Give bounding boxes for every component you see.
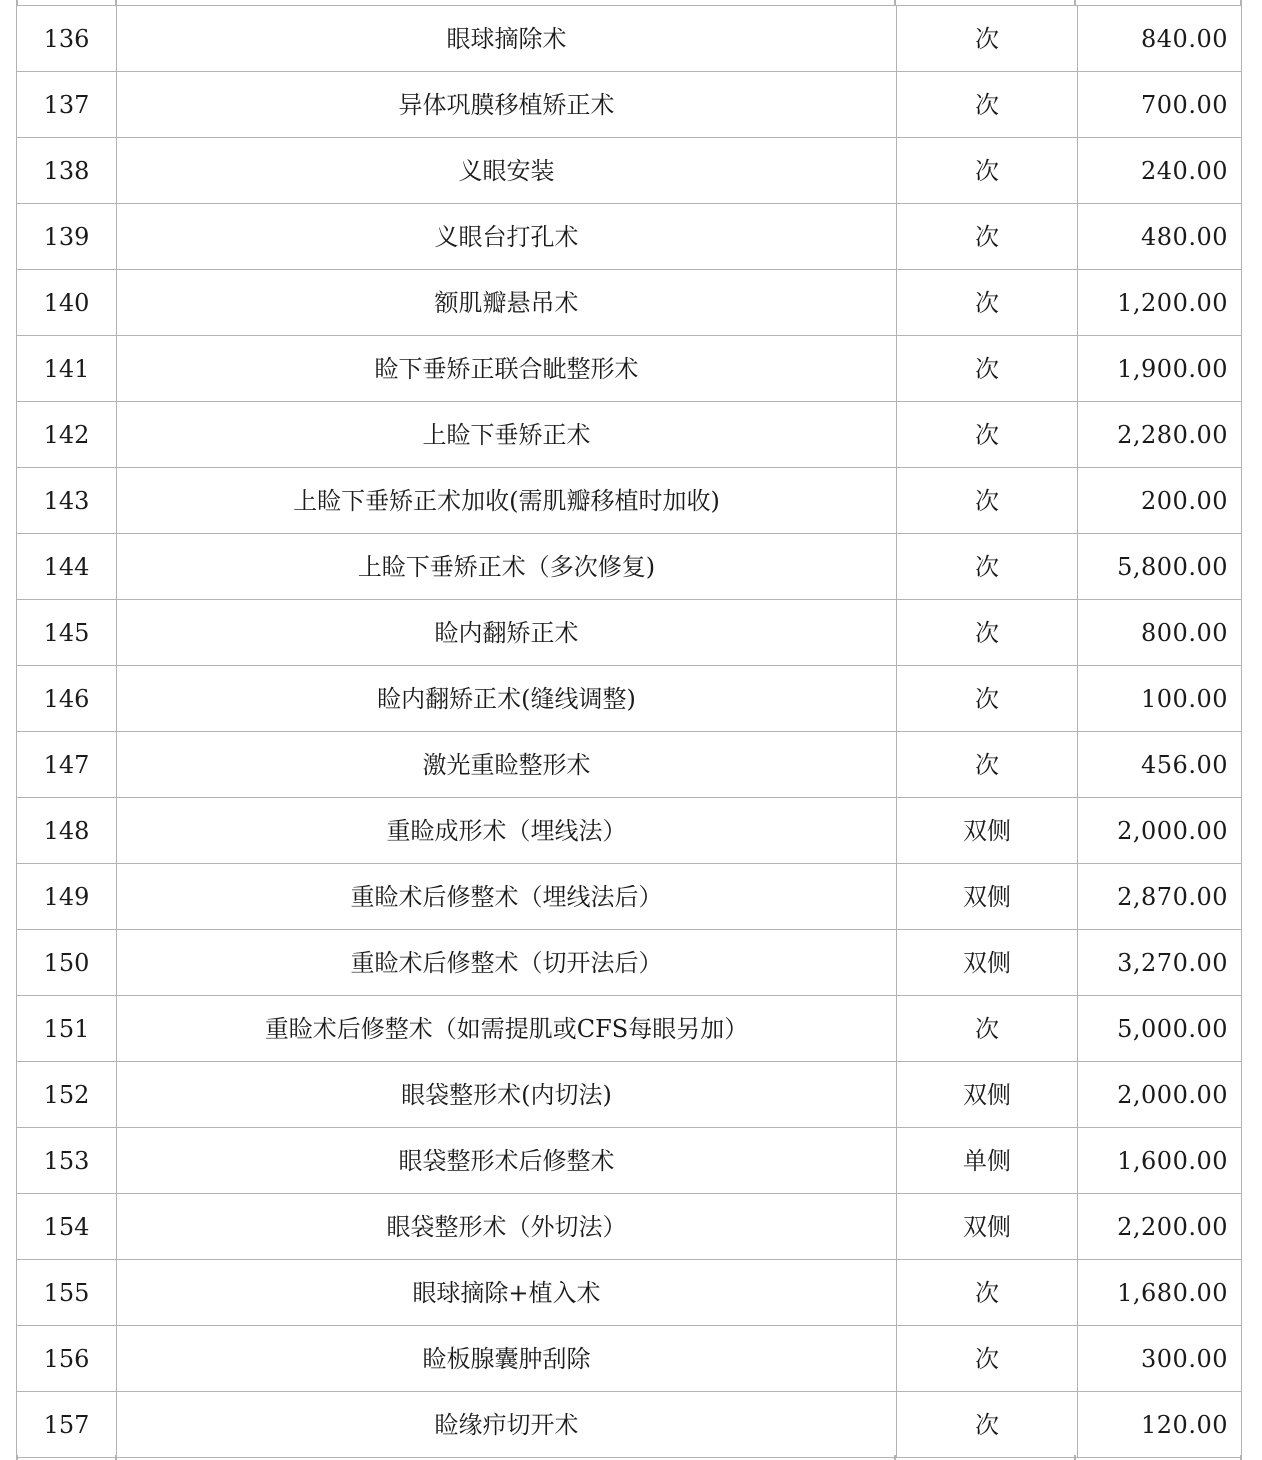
item-price-cell: 1,900.00: [1078, 336, 1242, 402]
item-unit-cell: 次: [897, 1392, 1078, 1458]
table-row: [17, 1260, 1242, 1326]
item-unit-cell: 双侧: [897, 1062, 1078, 1128]
item-number-cell: 140: [17, 270, 117, 336]
table-row: [17, 6, 1242, 72]
item-name-cell: 睑下垂矫正联合眦整形术: [117, 336, 897, 402]
item-unit-cell: 双侧: [897, 798, 1078, 864]
item-number-cell: 154: [17, 1194, 117, 1260]
item-number-cell: 142: [17, 402, 117, 468]
item-price-cell: 3,270.00: [1078, 930, 1242, 996]
table-row: [17, 138, 1242, 204]
item-unit-cell: 单侧: [897, 1128, 1078, 1194]
item-name-cell: 异体巩膜移植矫正术: [117, 72, 897, 138]
item-number-cell: 139: [17, 204, 117, 270]
table-row: [17, 1326, 1242, 1392]
item-price-cell: 480.00: [1078, 204, 1242, 270]
item-unit-cell: 次: [897, 996, 1078, 1062]
item-name-cell: 睑内翻矫正术(缝线调整): [117, 666, 897, 732]
item-price-cell: 2,000.00: [1078, 1062, 1242, 1128]
item-number-cell: 144: [17, 534, 117, 600]
item-price-cell: 1,200.00: [1078, 270, 1242, 336]
item-number-cell: 157: [17, 1392, 117, 1458]
item-number-cell: 151: [17, 996, 117, 1062]
table-row: [17, 72, 1242, 138]
item-price-cell: 2,200.00: [1078, 1194, 1242, 1260]
item-unit-cell: 次: [897, 138, 1078, 204]
item-price-cell: 2,000.00: [1078, 798, 1242, 864]
item-unit-cell: 次: [897, 600, 1078, 666]
item-number-cell: 146: [17, 666, 117, 732]
table-row: [17, 402, 1242, 468]
item-name-cell: 重睑术后修整术（切开法后）: [117, 930, 897, 996]
item-number-cell: 152: [17, 1062, 117, 1128]
item-name-cell: 上睑下垂矫正术加收(需肌瓣移植时加收): [117, 468, 897, 534]
price-table: [16, 5, 1242, 1458]
item-number-cell: 153: [17, 1128, 117, 1194]
item-number-cell: 148: [17, 798, 117, 864]
item-unit-cell: 双侧: [897, 864, 1078, 930]
item-unit-cell: 次: [897, 468, 1078, 534]
price-table-container: [16, 5, 1242, 1458]
item-unit-cell: 次: [897, 336, 1078, 402]
item-name-cell: 义眼安装: [117, 138, 897, 204]
item-price-cell: 5,800.00: [1078, 534, 1242, 600]
item-name-cell: 睑内翻矫正术: [117, 600, 897, 666]
item-number-cell: 141: [17, 336, 117, 402]
table-row: [17, 336, 1242, 402]
item-number-cell: 147: [17, 732, 117, 798]
table-row: [17, 1128, 1242, 1194]
item-number-cell: 155: [17, 1260, 117, 1326]
item-unit-cell: 双侧: [897, 930, 1078, 996]
item-price-cell: 456.00: [1078, 732, 1242, 798]
table-row: [17, 930, 1242, 996]
item-name-cell: 上睑下垂矫正术（多次修复): [117, 534, 897, 600]
table-row: [17, 468, 1242, 534]
item-number-cell: 149: [17, 864, 117, 930]
item-price-cell: 1,600.00: [1078, 1128, 1242, 1194]
item-price-cell: 300.00: [1078, 1326, 1242, 1392]
item-unit-cell: 次: [897, 666, 1078, 732]
item-unit-cell: 次: [897, 534, 1078, 600]
table-row: [17, 798, 1242, 864]
item-name-cell: 重睑术后修整术（如需提肌或CFS每眼另加）: [117, 996, 897, 1062]
item-name-cell: 眼球摘除+植入术: [117, 1260, 897, 1326]
item-price-cell: 200.00: [1078, 468, 1242, 534]
table-row: [17, 732, 1242, 798]
item-number-cell: 143: [17, 468, 117, 534]
table-row: [17, 1194, 1242, 1260]
item-unit-cell: 次: [897, 270, 1078, 336]
item-name-cell: 睑板腺囊肿刮除: [117, 1326, 897, 1392]
table-row: [17, 1392, 1242, 1458]
item-number-cell: 145: [17, 600, 117, 666]
item-name-cell: 眼球摘除术: [117, 6, 897, 72]
item-price-cell: 2,280.00: [1078, 402, 1242, 468]
item-name-cell: 睑缘疖切开术: [117, 1392, 897, 1458]
table-row: [17, 204, 1242, 270]
item-price-cell: 840.00: [1078, 6, 1242, 72]
item-unit-cell: 次: [897, 6, 1078, 72]
table-row: [17, 1062, 1242, 1128]
item-name-cell: 重睑术后修整术（埋线法后）: [117, 864, 897, 930]
table-row: [17, 600, 1242, 666]
item-price-cell: 2,870.00: [1078, 864, 1242, 930]
table-row: [17, 534, 1242, 600]
item-number-cell: 137: [17, 72, 117, 138]
item-price-cell: 100.00: [1078, 666, 1242, 732]
table-row: [17, 864, 1242, 930]
item-name-cell: 眼袋整形术(内切法): [117, 1062, 897, 1128]
item-unit-cell: 次: [897, 1326, 1078, 1392]
item-unit-cell: 次: [897, 1260, 1078, 1326]
table-row: [17, 270, 1242, 336]
item-price-cell: 240.00: [1078, 138, 1242, 204]
item-name-cell: 重睑成形术（埋线法）: [117, 798, 897, 864]
table-row: [17, 996, 1242, 1062]
table-row: [17, 666, 1242, 732]
item-name-cell: 上睑下垂矫正术: [117, 402, 897, 468]
item-number-cell: 156: [17, 1326, 117, 1392]
item-name-cell: 眼袋整形术（外切法）: [117, 1194, 897, 1260]
item-name-cell: 激光重睑整形术: [117, 732, 897, 798]
item-price-cell: 120.00: [1078, 1392, 1242, 1458]
item-number-cell: 138: [17, 138, 117, 204]
item-number-cell: 136: [17, 6, 117, 72]
table-bottom-continuation: [16, 1455, 1242, 1460]
item-price-cell: 700.00: [1078, 72, 1242, 138]
item-name-cell: 义眼台打孔术: [117, 204, 897, 270]
item-unit-cell: 次: [897, 732, 1078, 798]
item-name-cell: 眼袋整形术后修整术: [117, 1128, 897, 1194]
item-unit-cell: 双侧: [897, 1194, 1078, 1260]
table-body: [17, 6, 1242, 1458]
item-price-cell: 5,000.00: [1078, 996, 1242, 1062]
item-price-cell: 800.00: [1078, 600, 1242, 666]
item-number-cell: 150: [17, 930, 117, 996]
item-price-cell: 1,680.00: [1078, 1260, 1242, 1326]
item-unit-cell: 次: [897, 402, 1078, 468]
item-name-cell: 额肌瓣悬吊术: [117, 270, 897, 336]
item-unit-cell: 次: [897, 204, 1078, 270]
item-unit-cell: 次: [897, 72, 1078, 138]
